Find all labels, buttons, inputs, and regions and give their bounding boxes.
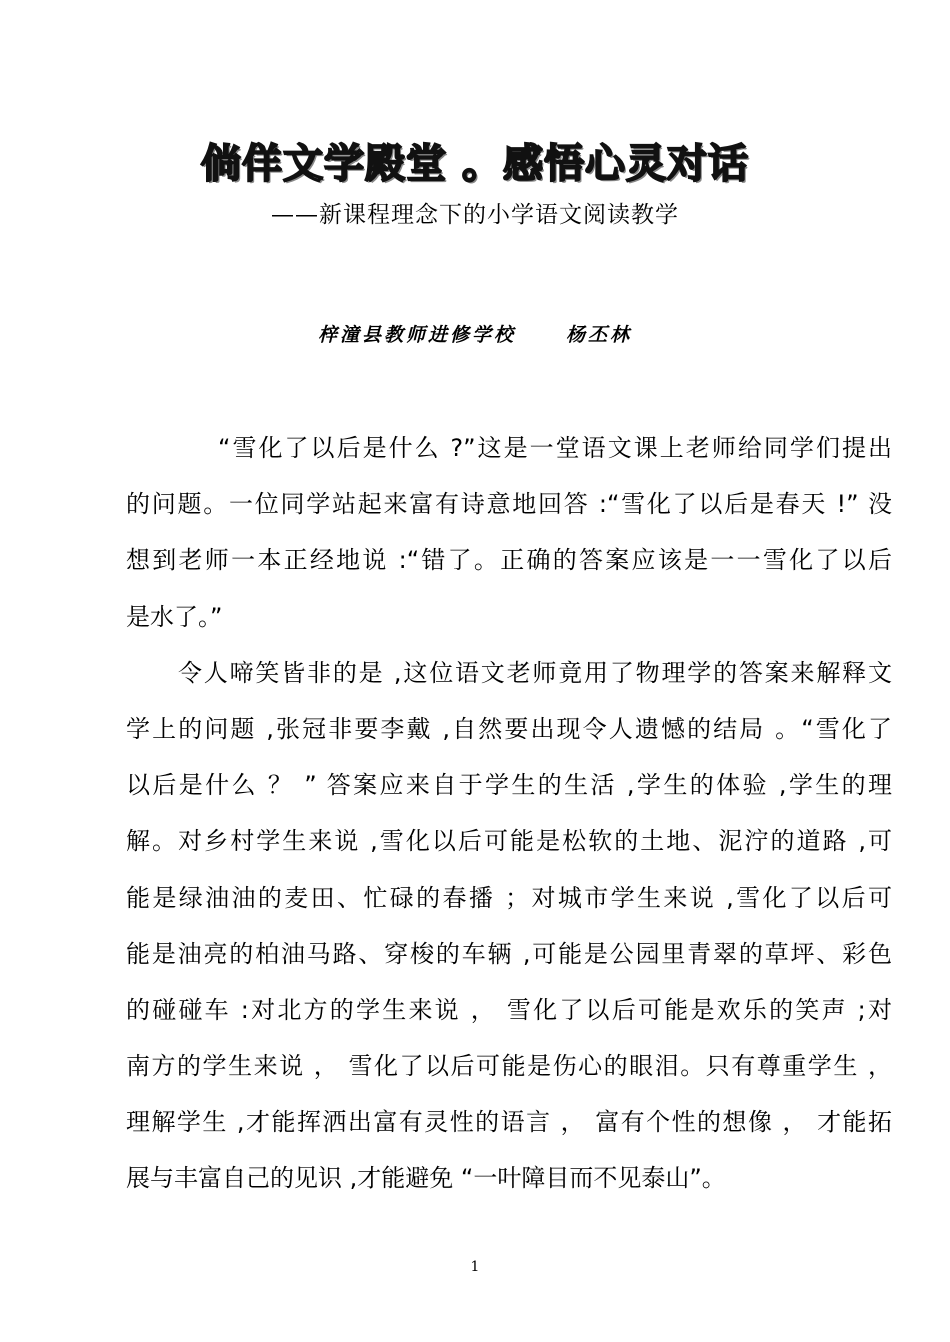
paragraph-line: 解。对乡村学生来说 ,雪化以后可能是松软的土地、泥泞的道路 ,可 — [126, 827, 892, 856]
page-number: 1 — [470, 1259, 480, 1275]
paragraph-line: 以后是什么 ？ ” 答案应来自于学生的生活 ,学生的体验 ,学生的理 — [126, 771, 892, 800]
paragraph-line: 令人啼笑皆非的是 ,这位语文老师竟用了物理学的答案来解释文 — [178, 658, 892, 687]
paragraph-line: 是水了。” — [126, 602, 223, 631]
author-name: 杨丕林 — [566, 324, 633, 346]
paragraph-line: “雪化了以后是什么 ?”这是一堂语文课上老师给同学们提出 — [218, 434, 892, 462]
author-school: 梓潼县教师进修学校 — [317, 324, 516, 346]
paragraph-line: 想到老师一本正经地说 :“错了。正确的答案应该是一一雪化了以后 — [126, 546, 892, 575]
paragraph-1 — [126, 420, 892, 645]
paragraph-line: 的问题。一位同学站起来富有诗意地回答 :“雪化了以后是春天 !” 没 — [126, 490, 892, 519]
paragraph-2 — [126, 645, 892, 1207]
author-byline — [0, 320, 950, 347]
document-subtitle: ——新课程理念下的小学语文阅读教学 — [271, 202, 679, 228]
document-title: 倘佯文学殿堂 。感悟心灵对话 — [201, 141, 749, 187]
paragraph-line: 能是油亮的柏油马路、穿梭的车辆 ,可能是公园里青翠的草坪、彩色 — [126, 939, 892, 968]
body-text — [126, 420, 892, 1207]
paragraph-line: 的碰碰车 :对北方的学生来说 ， 雪化了以后可能是欢乐的笑声 ;对 — [126, 995, 892, 1024]
paragraph-line: 展与丰富自己的见识 ,才能避免 “一叶障目而不见泰山”。 — [126, 1164, 726, 1193]
paragraph-line: 学上的问题 ,张冠非要李戴 ,自然要出现令人遗憾的结局 。“雪化了 — [126, 714, 892, 743]
paragraph-line: 南方的学生来说 ， 雪化了以后可能是伤心的眼泪。只有尊重学生 ， — [126, 1052, 892, 1081]
paragraph-line: 理解学生 ,才能挥洒出富有灵性的语言 ， 富有个性的想像 ， 才能拓 — [126, 1108, 892, 1137]
paragraph-line: 能是绿油油的麦田、忙碌的春播 ；对城市学生来说 ,雪化了以后可 — [126, 883, 892, 912]
